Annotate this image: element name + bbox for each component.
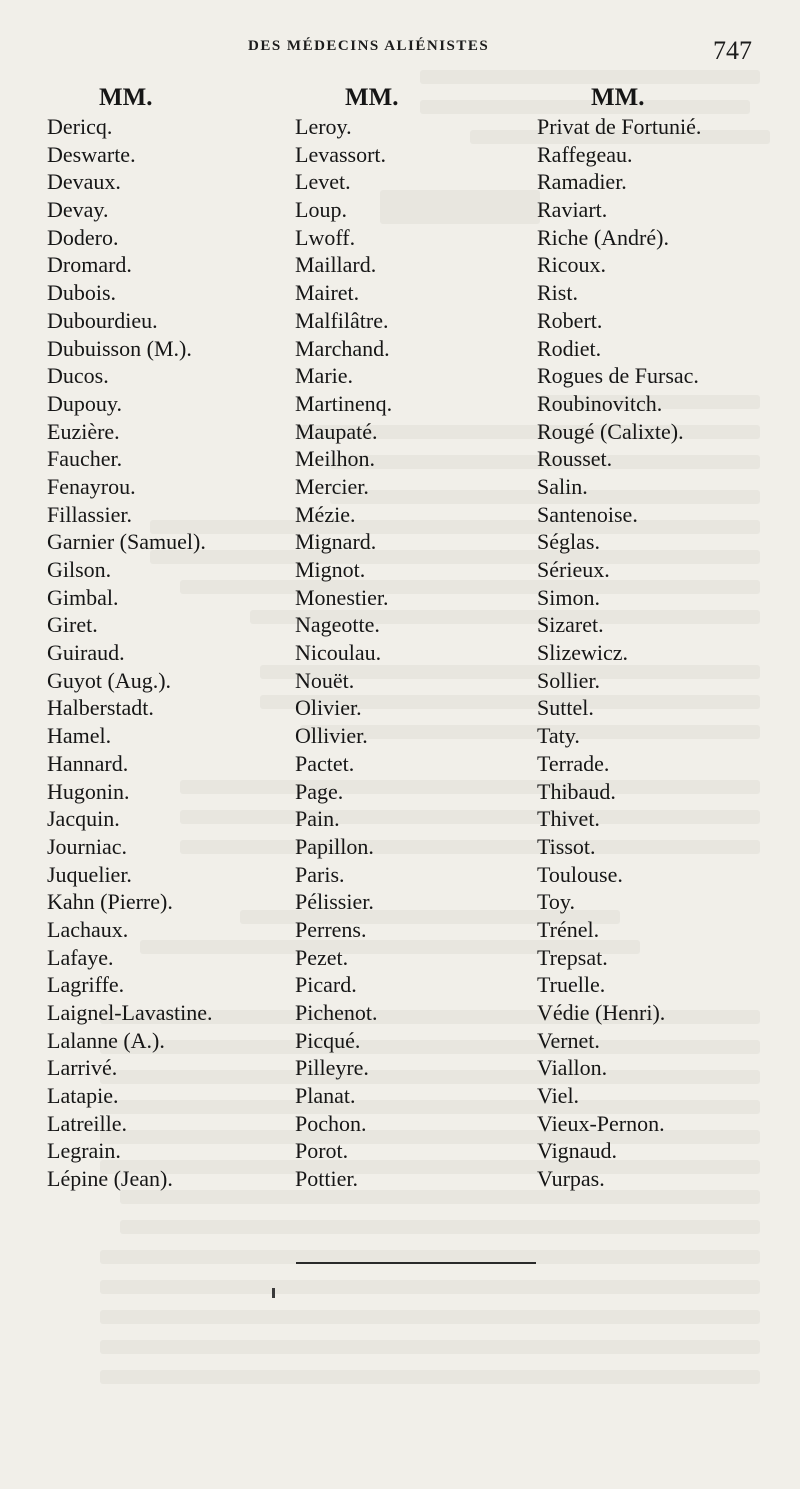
list-item: Lépine (Jean). bbox=[47, 1166, 173, 1192]
list-item: Lwoff. bbox=[295, 224, 356, 250]
list-item: Mignard. bbox=[295, 529, 377, 555]
list-item: Juquelier. bbox=[47, 861, 132, 887]
list-item: Truelle. bbox=[537, 972, 606, 998]
list-item: Viallon. bbox=[537, 1055, 608, 1081]
list-item: Rougé (Calixte). bbox=[537, 418, 684, 444]
list-item: Taty. bbox=[537, 723, 580, 749]
list-item: Pezet. bbox=[295, 944, 349, 970]
list-item: Maillard. bbox=[295, 252, 377, 278]
list-item: Pain. bbox=[295, 806, 340, 832]
list-item: Martinenq. bbox=[295, 390, 393, 416]
list-item: Ricoux. bbox=[537, 252, 607, 278]
list-item: Mignot. bbox=[295, 557, 366, 582]
list-item: Pottier. bbox=[295, 1166, 358, 1192]
list-item: Vignaud. bbox=[537, 1138, 617, 1164]
list-item: Loup. bbox=[295, 197, 347, 223]
list-item: Dupouy. bbox=[47, 390, 122, 416]
list-item: Pélissier. bbox=[295, 889, 374, 915]
list-item: Devay. bbox=[47, 197, 109, 223]
list-item: Vieux-Pernon. bbox=[537, 1110, 665, 1136]
list-item: Dubourdieu. bbox=[47, 307, 158, 333]
list-item: Mézie. bbox=[295, 501, 356, 527]
list-item: Hannard. bbox=[47, 750, 129, 776]
list-item: Pichenot. bbox=[295, 1000, 378, 1025]
list-item: Riche (André). bbox=[537, 224, 669, 250]
list-item: Robert. bbox=[537, 307, 603, 333]
column-heading: MM. bbox=[591, 84, 645, 111]
list-item: Halberstadt. bbox=[47, 695, 154, 721]
list-item: Lachaux. bbox=[47, 916, 129, 942]
list-item: Euzière. bbox=[47, 418, 120, 444]
list-item: Legrain. bbox=[47, 1138, 121, 1164]
section-divider bbox=[296, 1262, 536, 1264]
list-item: Latapie. bbox=[47, 1083, 119, 1109]
column-heading: MM. bbox=[99, 84, 153, 111]
list-item: Slizewicz. bbox=[537, 640, 629, 666]
list-item: Giret. bbox=[47, 612, 98, 638]
list-item: Raviart. bbox=[537, 197, 608, 223]
list-item: Kahn (Pierre). bbox=[47, 889, 173, 915]
page-number: 747 bbox=[713, 36, 752, 65]
list-item: Fenayrou. bbox=[47, 473, 136, 499]
list-item: Papillon. bbox=[295, 833, 374, 859]
list-item: Vurpas. bbox=[537, 1166, 605, 1192]
list-item: Nageotte. bbox=[295, 612, 380, 638]
list-item: Trepsat. bbox=[537, 944, 608, 970]
column-heading: MM. bbox=[345, 84, 399, 111]
list-item: Hamel. bbox=[47, 723, 112, 749]
list-item: Monestier. bbox=[295, 584, 389, 610]
list-item: Raffegeau. bbox=[537, 141, 633, 167]
list-item: Rogues de Fursac. bbox=[537, 363, 699, 389]
list-item: Lalanne (A.). bbox=[47, 1027, 165, 1053]
list-item: Latreille. bbox=[47, 1110, 128, 1136]
list-item: Nouët. bbox=[295, 667, 355, 693]
name-column-3 bbox=[537, 83, 701, 1193]
list-item: Journiac. bbox=[47, 833, 128, 859]
list-item: Dromard. bbox=[47, 252, 132, 278]
list-item: Séglas. bbox=[537, 529, 600, 555]
list-item: Thivet. bbox=[537, 806, 600, 832]
list-item: Sizaret. bbox=[537, 612, 604, 638]
list-item: Sérieux. bbox=[537, 557, 610, 582]
list-item: Terrade. bbox=[537, 750, 610, 776]
list-item: Faucher. bbox=[47, 446, 123, 472]
list-item: Larrivé. bbox=[47, 1055, 118, 1081]
list-item: Deswarte. bbox=[47, 141, 136, 167]
list-item: Picard. bbox=[295, 972, 357, 998]
list-item: Mairet. bbox=[295, 280, 360, 306]
list-item: Védie (Henri). bbox=[537, 1000, 666, 1025]
list-item: Paris. bbox=[295, 861, 345, 887]
list-item: Hugonin. bbox=[47, 778, 130, 804]
list-item: Marie. bbox=[295, 363, 354, 389]
list-item: Simon. bbox=[537, 584, 600, 610]
list-item: Ramadier. bbox=[537, 169, 627, 195]
list-item: Dubuisson (M.). bbox=[47, 335, 192, 361]
list-item: Olivier. bbox=[295, 695, 362, 721]
list-item: Leroy. bbox=[295, 114, 352, 139]
list-item: Picqué. bbox=[295, 1027, 361, 1053]
list-item: Page. bbox=[295, 778, 344, 804]
list-item: Trénel. bbox=[537, 916, 600, 942]
list-item: Perrens. bbox=[295, 916, 367, 942]
list-item: Ducos. bbox=[47, 363, 109, 389]
list-item: Garnier (Samuel). bbox=[47, 529, 206, 555]
name-list bbox=[537, 113, 701, 1193]
list-item: Levet. bbox=[295, 169, 351, 195]
list-item: Tissot. bbox=[537, 833, 596, 859]
name-list bbox=[47, 113, 213, 1193]
list-item: Ollivier. bbox=[295, 723, 368, 749]
running-head: DES MÉDECINS ALIÉNISTES bbox=[248, 38, 490, 54]
name-column-2 bbox=[295, 83, 398, 1193]
list-item: Mercier. bbox=[295, 473, 369, 499]
list-item: Salin. bbox=[537, 473, 588, 499]
list-item: Maupaté. bbox=[295, 418, 378, 444]
list-item: Pactet. bbox=[295, 750, 355, 776]
list-item: Jacquin. bbox=[47, 806, 120, 832]
list-item: Gimbal. bbox=[47, 584, 119, 610]
list-item: Planat. bbox=[295, 1083, 356, 1109]
list-item: Viel. bbox=[537, 1083, 580, 1109]
list-item: Nicoulau. bbox=[295, 640, 382, 666]
name-column-1 bbox=[47, 83, 213, 1193]
list-item: Laignel-Lavastine. bbox=[47, 1000, 213, 1025]
list-item: Guyot (Aug.). bbox=[47, 667, 172, 693]
list-item: Guiraud. bbox=[47, 640, 125, 666]
list-item: Lafaye. bbox=[47, 944, 114, 970]
list-item: Levassort. bbox=[295, 141, 387, 167]
list-item: Toulouse. bbox=[537, 861, 623, 887]
list-item: Malfilâtre. bbox=[295, 307, 389, 333]
list-item: Dubois. bbox=[47, 280, 117, 306]
list-item: Santenoise. bbox=[537, 501, 638, 527]
list-item: Rist. bbox=[537, 280, 578, 306]
list-item: Dericq. bbox=[47, 114, 113, 139]
list-item: Suttel. bbox=[537, 695, 594, 721]
list-item: Roubinovitch. bbox=[537, 390, 663, 416]
list-item: Devaux. bbox=[47, 169, 121, 195]
list-item: Pochon. bbox=[295, 1110, 367, 1136]
name-list bbox=[295, 113, 398, 1193]
list-item: Fillassier. bbox=[47, 501, 132, 527]
list-item: Sollier. bbox=[537, 667, 600, 693]
print-mark bbox=[272, 1288, 275, 1298]
list-item: Toy. bbox=[537, 889, 575, 915]
list-item: Rodiet. bbox=[537, 335, 602, 361]
list-item: Privat de Fortunié. bbox=[537, 114, 702, 139]
list-item: Vernet. bbox=[537, 1027, 600, 1053]
list-item: Pilleyre. bbox=[295, 1055, 369, 1081]
list-item: Meilhon. bbox=[295, 446, 376, 472]
list-item: Porot. bbox=[295, 1138, 349, 1164]
name-columns bbox=[47, 83, 777, 1223]
list-item: Thibaud. bbox=[537, 778, 616, 804]
list-item: Marchand. bbox=[295, 335, 390, 361]
list-item: Dodero. bbox=[47, 224, 119, 250]
list-item: Rousset. bbox=[537, 446, 613, 472]
list-item: Gilson. bbox=[47, 557, 112, 582]
list-item: Lagriffe. bbox=[47, 972, 125, 998]
